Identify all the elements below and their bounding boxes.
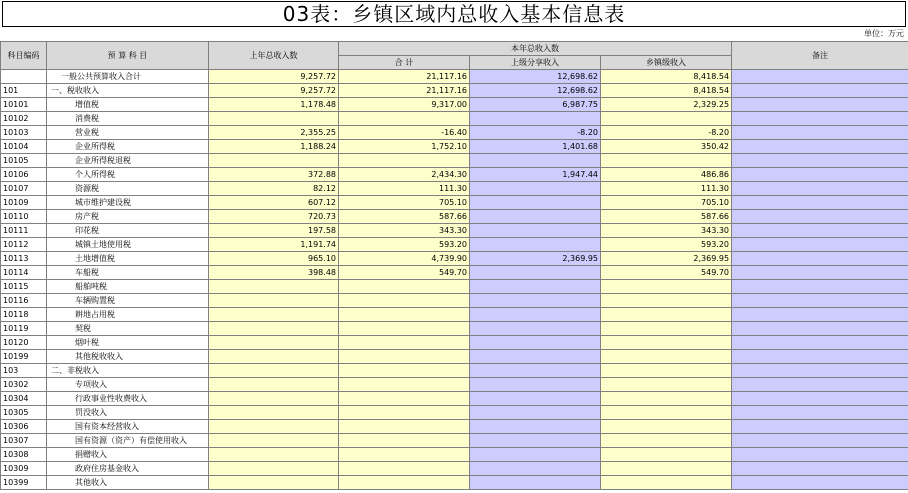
- row-upper-share-value[interactable]: [470, 392, 601, 406]
- row-upper-share-value[interactable]: 12,698.62: [470, 70, 601, 84]
- row-last-year-value[interactable]: [209, 322, 339, 336]
- row-last-year-value[interactable]: 82.12: [209, 182, 339, 196]
- row-total-value[interactable]: [339, 476, 470, 490]
- row-item-name[interactable]: 一、税收收入: [47, 84, 209, 98]
- row-last-year-value[interactable]: [209, 462, 339, 476]
- row-code[interactable]: 10302: [1, 378, 47, 392]
- row-item-name[interactable]: 捐赠收入: [47, 448, 209, 462]
- row-last-year-value[interactable]: [209, 434, 339, 448]
- row-town-level-value[interactable]: [601, 336, 732, 350]
- row-town-level-value[interactable]: 8,418.54: [601, 84, 732, 98]
- row-last-year-value[interactable]: [209, 448, 339, 462]
- row-town-level-value[interactable]: 587.66: [601, 210, 732, 224]
- row-town-level-value[interactable]: [601, 112, 732, 126]
- row-town-level-value[interactable]: [601, 154, 732, 168]
- row-code[interactable]: 10106: [1, 168, 47, 182]
- row-last-year-value[interactable]: 372.88: [209, 168, 339, 182]
- row-remarks[interactable]: [732, 182, 908, 196]
- table-row: [1, 294, 908, 308]
- row-code[interactable]: 10119: [1, 322, 47, 336]
- row-upper-share-value[interactable]: [470, 350, 601, 364]
- table-row: [1, 350, 908, 364]
- row-remarks[interactable]: [732, 308, 908, 322]
- row-upper-share-value[interactable]: [470, 224, 601, 238]
- header-total: 合 计: [339, 56, 470, 70]
- table-row: [1, 182, 908, 196]
- row-code[interactable]: 10308: [1, 448, 47, 462]
- row-total-value[interactable]: [339, 154, 470, 168]
- row-code[interactable]: 10101: [1, 98, 47, 112]
- title-bar: [0, 0, 908, 28]
- row-upper-share-value[interactable]: [470, 196, 601, 210]
- row-town-level-value[interactable]: [601, 406, 732, 420]
- header-code: 科目编码: [1, 42, 47, 70]
- row-town-level-value[interactable]: -8.20: [601, 126, 732, 140]
- row-remarks[interactable]: [732, 392, 908, 406]
- row-town-level-value[interactable]: [601, 462, 732, 476]
- row-code[interactable]: 10113: [1, 252, 47, 266]
- table-row: [1, 448, 908, 462]
- row-upper-share-value[interactable]: -8.20: [470, 126, 601, 140]
- unit-label: 单位：万元: [864, 29, 904, 38]
- row-town-level-value[interactable]: [601, 420, 732, 434]
- row-remarks[interactable]: [732, 322, 908, 336]
- row-item-name[interactable]: 企业所得税退税: [47, 154, 209, 168]
- row-upper-share-value[interactable]: [470, 182, 601, 196]
- row-last-year-value[interactable]: [209, 364, 339, 378]
- row-code[interactable]: 10199: [1, 350, 47, 364]
- revenue-table: [0, 41, 908, 490]
- row-code[interactable]: 10309: [1, 462, 47, 476]
- row-code[interactable]: 10116: [1, 294, 47, 308]
- row-item-name[interactable]: 耕地占用税: [47, 308, 209, 322]
- header-town-level: 乡镇级收入: [601, 56, 732, 70]
- row-remarks[interactable]: [732, 224, 908, 238]
- row-town-level-value[interactable]: [601, 476, 732, 490]
- row-upper-share-value[interactable]: 2,369.95: [470, 252, 601, 266]
- row-remarks[interactable]: [732, 98, 908, 112]
- row-remarks[interactable]: [732, 448, 908, 462]
- row-total-value[interactable]: [339, 434, 470, 448]
- row-remarks[interactable]: [732, 70, 908, 84]
- row-upper-share-value[interactable]: [470, 294, 601, 308]
- row-upper-share-value[interactable]: [470, 420, 601, 434]
- row-code[interactable]: 10115: [1, 280, 47, 294]
- row-item-name[interactable]: 一般公共预算收入合计: [47, 70, 209, 84]
- row-total-value[interactable]: [339, 448, 470, 462]
- row-remarks[interactable]: [732, 336, 908, 350]
- row-code[interactable]: 10399: [1, 476, 47, 490]
- table-row: [1, 406, 908, 420]
- header-remarks: 备注: [732, 42, 908, 70]
- row-remarks[interactable]: [732, 266, 908, 280]
- row-town-level-value[interactable]: 705.10: [601, 196, 732, 210]
- row-item-name[interactable]: 烟叶税: [47, 336, 209, 350]
- table-row: [1, 70, 908, 84]
- row-remarks[interactable]: [732, 476, 908, 490]
- row-item-name[interactable]: 城市维护建设税: [47, 196, 209, 210]
- row-upper-share-value[interactable]: [470, 154, 601, 168]
- row-code[interactable]: 10307: [1, 434, 47, 448]
- table-row: [1, 126, 908, 140]
- row-town-level-value[interactable]: [601, 322, 732, 336]
- row-item-name[interactable]: 国有资本经营收入: [47, 420, 209, 434]
- row-last-year-value[interactable]: [209, 350, 339, 364]
- row-item-name[interactable]: 车辆购置税: [47, 294, 209, 308]
- row-town-level-value[interactable]: [601, 294, 732, 308]
- row-total-value[interactable]: [339, 392, 470, 406]
- row-town-level-value[interactable]: 111.30: [601, 182, 732, 196]
- row-upper-share-value[interactable]: 6,987.75: [470, 98, 601, 112]
- table-row: [1, 308, 908, 322]
- row-last-year-value[interactable]: [209, 308, 339, 322]
- row-last-year-value[interactable]: [209, 420, 339, 434]
- row-remarks[interactable]: [732, 462, 908, 476]
- row-remarks[interactable]: [732, 168, 908, 182]
- table-row: [1, 140, 908, 154]
- row-town-level-value[interactable]: 343.30: [601, 224, 732, 238]
- row-item-name[interactable]: 二、非税收入: [47, 364, 209, 378]
- row-total-value[interactable]: [339, 406, 470, 420]
- table-row: [1, 280, 908, 294]
- row-town-level-value[interactable]: 2,329.25: [601, 98, 732, 112]
- row-total-value[interactable]: 587.66: [339, 210, 470, 224]
- table-row: [1, 434, 908, 448]
- row-total-value[interactable]: 21,117.16: [339, 84, 470, 98]
- table-row: [1, 238, 908, 252]
- row-last-year-value[interactable]: [209, 476, 339, 490]
- row-upper-share-value[interactable]: [470, 364, 601, 378]
- row-upper-share-value[interactable]: [470, 448, 601, 462]
- table-row: [1, 322, 908, 336]
- row-item-name[interactable]: 行政事业性收费收入: [47, 392, 209, 406]
- row-item-name[interactable]: 个人所得税: [47, 168, 209, 182]
- row-last-year-value[interactable]: 197.58: [209, 224, 339, 238]
- header-upper-share: 上级分享收入: [470, 56, 601, 70]
- row-upper-share-value[interactable]: [470, 462, 601, 476]
- row-town-level-value[interactable]: [601, 392, 732, 406]
- row-code[interactable]: 10304: [1, 392, 47, 406]
- table-row: [1, 84, 908, 98]
- row-last-year-value[interactable]: 607.12: [209, 196, 339, 210]
- table-row: [1, 210, 908, 224]
- row-remarks[interactable]: [732, 210, 908, 224]
- header-last-year: 上年总收入数: [209, 42, 339, 70]
- row-remarks[interactable]: [732, 238, 908, 252]
- row-upper-share-value[interactable]: [470, 238, 601, 252]
- row-upper-share-value[interactable]: [470, 434, 601, 448]
- row-last-year-value[interactable]: 1,178.48: [209, 98, 339, 112]
- table-row: [1, 252, 908, 266]
- row-upper-share-value[interactable]: [470, 336, 601, 350]
- table-row: [1, 168, 908, 182]
- row-total-value[interactable]: 2,434.30: [339, 168, 470, 182]
- row-code[interactable]: 10110: [1, 210, 47, 224]
- row-remarks[interactable]: [732, 406, 908, 420]
- table-row: [1, 266, 908, 280]
- row-upper-share-value[interactable]: [470, 308, 601, 322]
- table-row: [1, 224, 908, 238]
- row-total-value[interactable]: 4,739.90: [339, 252, 470, 266]
- row-upper-share-value[interactable]: [470, 322, 601, 336]
- row-upper-share-value[interactable]: [470, 378, 601, 392]
- row-item-name[interactable]: 房产税: [47, 210, 209, 224]
- row-total-value[interactable]: [339, 322, 470, 336]
- row-item-name[interactable]: 增值税: [47, 98, 209, 112]
- header-item: 预 算 科 目: [47, 42, 209, 70]
- table-row: [1, 378, 908, 392]
- row-code[interactable]: 101: [1, 84, 47, 98]
- row-total-value[interactable]: 111.30: [339, 182, 470, 196]
- row-code[interactable]: 10111: [1, 224, 47, 238]
- row-total-value[interactable]: 343.30: [339, 224, 470, 238]
- table-row: [1, 476, 908, 490]
- row-upper-share-value[interactable]: [470, 266, 601, 280]
- row-last-year-value[interactable]: 9,257.72: [209, 70, 339, 84]
- row-town-level-value[interactable]: 549.70: [601, 266, 732, 280]
- table-row: [1, 364, 908, 378]
- row-item-name[interactable]: 国有资源（资产）有偿使用收入: [47, 434, 209, 448]
- page-title: 03表：乡镇区域内总收入基本信息表: [2, 1, 906, 27]
- row-town-level-value[interactable]: [601, 364, 732, 378]
- row-total-value[interactable]: [339, 378, 470, 392]
- row-upper-share-value[interactable]: [470, 476, 601, 490]
- row-code[interactable]: 10112: [1, 238, 47, 252]
- row-remarks[interactable]: [732, 154, 908, 168]
- row-town-level-value[interactable]: 2,369.95: [601, 252, 732, 266]
- row-last-year-value[interactable]: [209, 406, 339, 420]
- row-last-year-value[interactable]: 2,355.25: [209, 126, 339, 140]
- row-town-level-value[interactable]: 486.86: [601, 168, 732, 182]
- row-item-name[interactable]: 专项收入: [47, 378, 209, 392]
- row-remarks[interactable]: [732, 196, 908, 210]
- row-town-level-value[interactable]: [601, 280, 732, 294]
- table-body: [1, 70, 908, 490]
- row-item-name[interactable]: 印花税: [47, 224, 209, 238]
- table-row: [1, 462, 908, 476]
- row-remarks[interactable]: [732, 420, 908, 434]
- table-row: [1, 336, 908, 350]
- row-total-value[interactable]: 1,752.10: [339, 140, 470, 154]
- table-row: [1, 112, 908, 126]
- row-total-value[interactable]: [339, 364, 470, 378]
- row-remarks[interactable]: [732, 364, 908, 378]
- row-remarks[interactable]: [732, 378, 908, 392]
- table-row: [1, 154, 908, 168]
- row-total-value[interactable]: [339, 336, 470, 350]
- row-code[interactable]: 10114: [1, 266, 47, 280]
- row-item-name[interactable]: 其他收入: [47, 476, 209, 490]
- row-item-name[interactable]: 资源税: [47, 182, 209, 196]
- row-total-value[interactable]: 21,117.16: [339, 70, 470, 84]
- row-town-level-value[interactable]: [601, 378, 732, 392]
- row-upper-share-value[interactable]: [470, 210, 601, 224]
- row-code[interactable]: 10118: [1, 308, 47, 322]
- row-item-name[interactable]: 土地增值税: [47, 252, 209, 266]
- row-item-name[interactable]: 企业所得税: [47, 140, 209, 154]
- row-code[interactable]: 103: [1, 364, 47, 378]
- row-code[interactable]: 10102: [1, 112, 47, 126]
- row-total-value[interactable]: 593.20: [339, 238, 470, 252]
- row-total-value[interactable]: [339, 420, 470, 434]
- row-code[interactable]: 10103: [1, 126, 47, 140]
- row-total-value[interactable]: [339, 462, 470, 476]
- row-last-year-value[interactable]: [209, 378, 339, 392]
- row-total-value[interactable]: 705.10: [339, 196, 470, 210]
- row-last-year-value[interactable]: [209, 294, 339, 308]
- row-upper-share-value[interactable]: [470, 406, 601, 420]
- row-town-level-value[interactable]: [601, 350, 732, 364]
- table-row: [1, 420, 908, 434]
- row-town-level-value[interactable]: 350.42: [601, 140, 732, 154]
- row-item-name[interactable]: 其他税收收入: [47, 350, 209, 364]
- row-total-value[interactable]: -16.40: [339, 126, 470, 140]
- row-upper-share-value[interactable]: 12,698.62: [470, 84, 601, 98]
- row-remarks[interactable]: [732, 434, 908, 448]
- row-item-name[interactable]: 契税: [47, 322, 209, 336]
- header-row-1: [1, 42, 908, 56]
- row-item-name[interactable]: 营业税: [47, 126, 209, 140]
- row-last-year-value[interactable]: 398.48: [209, 266, 339, 280]
- row-remarks[interactable]: [732, 280, 908, 294]
- header-this-year: 本年总收入数: [339, 42, 732, 56]
- row-last-year-value[interactable]: 9,257.72: [209, 84, 339, 98]
- row-last-year-value[interactable]: [209, 112, 339, 126]
- row-last-year-value[interactable]: [209, 336, 339, 350]
- table-row: [1, 392, 908, 406]
- row-total-value[interactable]: 9,317.00: [339, 98, 470, 112]
- row-code[interactable]: 10109: [1, 196, 47, 210]
- row-total-value[interactable]: [339, 112, 470, 126]
- row-town-level-value[interactable]: [601, 434, 732, 448]
- row-item-name[interactable]: 罚没收入: [47, 406, 209, 420]
- row-remarks[interactable]: [732, 84, 908, 98]
- row-remarks[interactable]: [732, 112, 908, 126]
- row-last-year-value[interactable]: 720.73: [209, 210, 339, 224]
- row-code[interactable]: 10305: [1, 406, 47, 420]
- row-last-year-value[interactable]: 1,188.24: [209, 140, 339, 154]
- row-last-year-value[interactable]: 965.10: [209, 252, 339, 266]
- row-item-name[interactable]: 车船税: [47, 266, 209, 280]
- table-row: [1, 196, 908, 210]
- unit-row: [0, 28, 908, 40]
- row-code[interactable]: [1, 70, 47, 84]
- row-last-year-value[interactable]: [209, 392, 339, 406]
- row-code[interactable]: 10120: [1, 336, 47, 350]
- row-item-name[interactable]: 城镇土地使用税: [47, 238, 209, 252]
- row-code[interactable]: 10104: [1, 140, 47, 154]
- row-upper-share-value[interactable]: [470, 112, 601, 126]
- row-code[interactable]: 10306: [1, 420, 47, 434]
- row-upper-share-value[interactable]: [470, 280, 601, 294]
- row-code[interactable]: 10107: [1, 182, 47, 196]
- row-remarks[interactable]: [732, 350, 908, 364]
- row-remarks[interactable]: [732, 140, 908, 154]
- row-upper-share-value[interactable]: 1,947.44: [470, 168, 601, 182]
- row-upper-share-value[interactable]: 1,401.68: [470, 140, 601, 154]
- row-last-year-value[interactable]: [209, 154, 339, 168]
- row-town-level-value[interactable]: 593.20: [601, 238, 732, 252]
- row-total-value[interactable]: [339, 308, 470, 322]
- row-remarks[interactable]: [732, 294, 908, 308]
- row-total-value[interactable]: 549.70: [339, 266, 470, 280]
- row-town-level-value[interactable]: 8,418.54: [601, 70, 732, 84]
- row-item-name[interactable]: 船舶吨税: [47, 280, 209, 294]
- row-code[interactable]: 10105: [1, 154, 47, 168]
- row-town-level-value[interactable]: [601, 448, 732, 462]
- row-total-value[interactable]: [339, 280, 470, 294]
- row-remarks[interactable]: [732, 126, 908, 140]
- row-last-year-value[interactable]: 1,191.74: [209, 238, 339, 252]
- row-item-name[interactable]: 消费税: [47, 112, 209, 126]
- row-item-name[interactable]: 政府住房基金收入: [47, 462, 209, 476]
- row-total-value[interactable]: [339, 350, 470, 364]
- table-row: [1, 98, 908, 112]
- row-total-value[interactable]: [339, 294, 470, 308]
- row-town-level-value[interactable]: [601, 308, 732, 322]
- row-last-year-value[interactable]: [209, 280, 339, 294]
- row-remarks[interactable]: [732, 252, 908, 266]
